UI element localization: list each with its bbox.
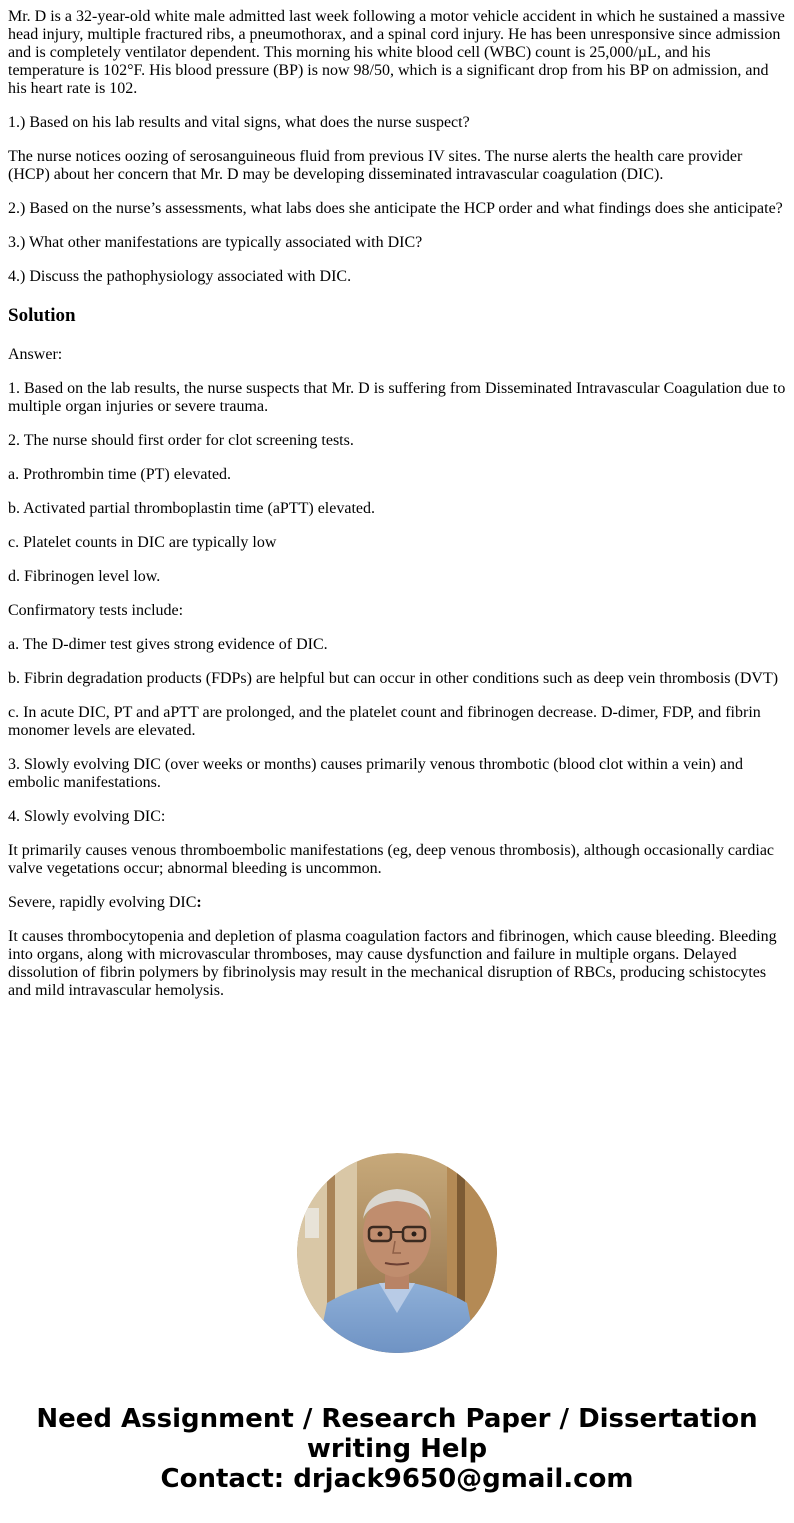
author-photo — [297, 1153, 497, 1353]
severe-label-colon: : — [196, 894, 202, 911]
answer-2-item: b. Activated partial thromboplastin time (aPTT) elevated. — [8, 500, 375, 517]
answer-2-item: d. Fibrinogen level low. — [8, 568, 161, 585]
answer-4-slow: It primarily causes venous thromboembolic manifestations (eg, deep venous thrombosis), although occasionally cardiac valve vegetations occur; abnormal bleeding is uncommon. — [8, 842, 775, 877]
answer-2-item: a. Prothrombin time (PT) elevated. — [8, 466, 232, 483]
author-photo-illustration — [297, 1153, 497, 1353]
confirmatory-label: Confirmatory tests include: — [8, 602, 184, 619]
answer-1: 1. Based on the lab results, the nurse suspects that Mr. D is suffering from Disseminated Intravascular Coagulation due to multiple organ injuries or severe trauma. — [8, 380, 786, 415]
question-4: 4.) Discuss the pathophysiology associated with DIC. — [8, 268, 352, 285]
footer-line-2: writing Help — [306, 1434, 488, 1464]
answer-2: 2. The nurse should first order for clot screening tests. — [8, 432, 354, 449]
answer-4: 4. Slowly evolving DIC: — [8, 808, 166, 825]
question-scenario: The nurse notices oozing of serosanguineous fluid from previous IV sites. The nurse alerts the health care provider (HCP) about her concern that Mr. D may be developing disseminated intravascular coagulation (DIC). — [8, 148, 743, 183]
confirmatory-item: c. In acute DIC, PT and aPTT are prolonged, and the platelet count and fibrinogen decrease. D-dimer, FDP, and fibrin monomer levels are elevated. — [8, 704, 761, 739]
question-2: 2.) Based on the nurse’s assessments, what labs does she anticipate the HCP order and what findings does she anticipate? — [8, 200, 783, 217]
answer-4-severe-label — [8, 894, 786, 912]
footer-line-1: Need Assignment / Research Paper / Dissertation — [36, 1404, 758, 1434]
answer-2-item: c. Platelet counts in DIC are typically low — [8, 534, 277, 551]
confirmatory-item: a. The D-dimer test gives strong evidence of DIC. — [8, 636, 328, 653]
severe-label-text: Severe, rapidly evolving DIC — [8, 894, 197, 911]
answer-4-severe: It causes thrombocytopenia and depletion of plasma coagulation factors and fibrinogen, which cause bleeding. Bleeding into organs, along with microvascular thromboses, may cause dysfunction and failure in multiple organs. Delayed dissolution of fibrin polymers by fibrinolysis may result in the mechanical disruption of RBCs, producing schistocytes and mild intravascular hemolysis. — [8, 928, 777, 999]
question-intro: Mr. D is a 32-year-old white male admitted last week following a motor vehicle accident in which he sustained a massive head injury, multiple fractured ribs, a pneumothorax, and a spinal cord injury. He has been unresponsive since admission and is completely ventilator dependent. This morning his white blood cell (WBC) count is 25,000/µL, and his temperature is 102°F. His blood pressure (BP) is now 98/50, which is a significant drop from his BP on admission, and his heart rate is 102. — [8, 8, 785, 97]
confirmatory-item: b. Fibrin degradation products (FDPs) are helpful but can occur in other conditions such as deep vein thrombosis (DVT) — [8, 670, 779, 687]
footer-line-3: Contact: drjack9650@gmail.com — [160, 1464, 634, 1494]
question-3: 3.) What other manifestations are typically associated with DIC? — [8, 234, 423, 251]
answer-3: 3. Slowly evolving DIC (over weeks or months) causes primarily venous thrombotic (blood clot within a vein) and embolic manifestations. — [8, 756, 743, 791]
answer-label: Answer: — [8, 346, 63, 363]
question-1: 1.) Based on his lab results and vital signs, what does the nurse suspect? — [8, 114, 470, 131]
solution-heading: Solution — [8, 305, 76, 326]
footer-contact — [0, 1404, 794, 1494]
